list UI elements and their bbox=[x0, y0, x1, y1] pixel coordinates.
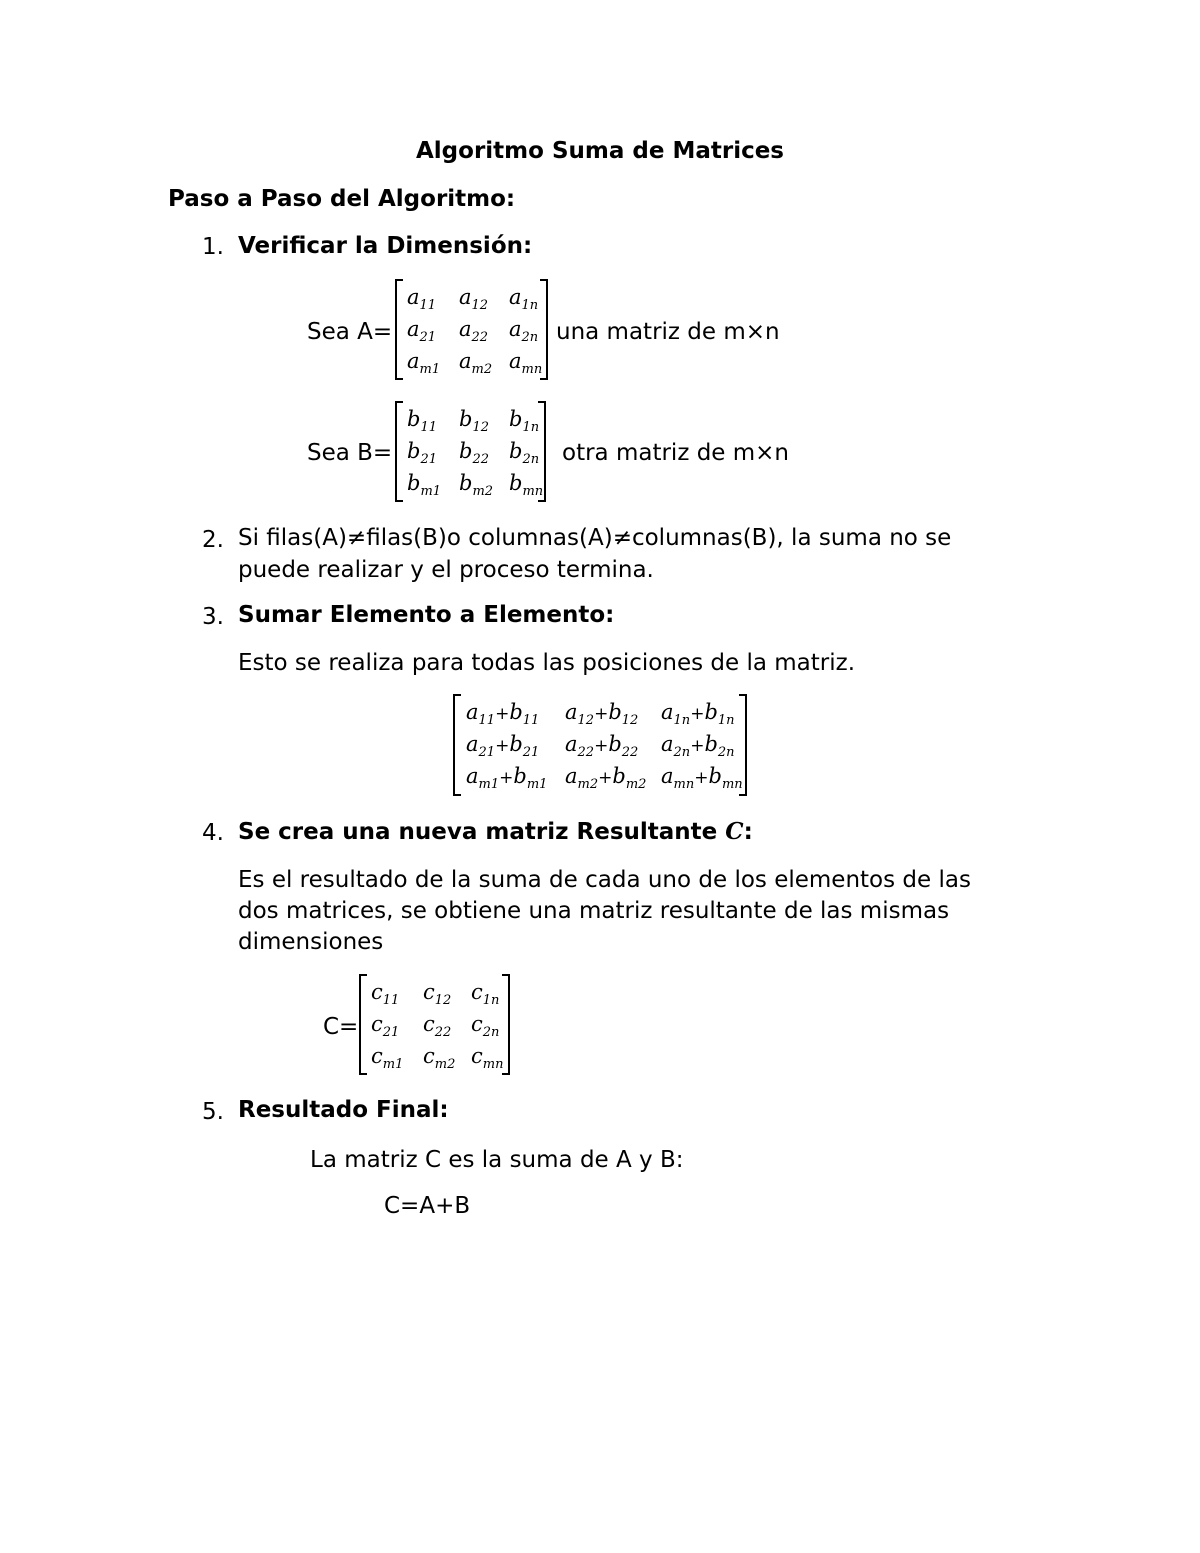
matrix-cell bbox=[459, 407, 489, 435]
step-4-number: 4. bbox=[202, 820, 224, 846]
cell-subscript: 21 bbox=[420, 452, 437, 467]
matrix-cell bbox=[407, 439, 437, 467]
cell-subscript: 2n bbox=[717, 745, 735, 760]
cell-base: a bbox=[661, 732, 674, 756]
matrix-cell bbox=[423, 980, 451, 1008]
matrix-sum-cell bbox=[466, 764, 547, 792]
matrix-sum bbox=[453, 694, 747, 796]
matrix-b bbox=[395, 401, 546, 502]
plus-operator: + bbox=[594, 704, 609, 724]
cell-subscript: 12 bbox=[472, 420, 489, 435]
cell-base: a bbox=[509, 349, 522, 373]
step-4-text-line1: Es el resultado de la suma de cada uno de los elementos de las bbox=[238, 867, 971, 893]
cell-base: a bbox=[466, 764, 479, 788]
matrix-b-suffix: otra matriz de m×n bbox=[562, 440, 790, 466]
matrix-cell bbox=[459, 349, 492, 377]
cell-subscript: 2n bbox=[521, 330, 539, 345]
cell-base: a bbox=[661, 700, 674, 724]
cell-subscript: 21 bbox=[382, 1025, 400, 1040]
cell-subscript: 1n bbox=[521, 298, 539, 313]
matrix-a-suffix: una matriz de m×n bbox=[556, 319, 780, 345]
plus-operator: + bbox=[499, 768, 514, 788]
cell-base: a bbox=[509, 317, 522, 341]
matrix-cell bbox=[407, 285, 436, 313]
plus-operator: + bbox=[690, 736, 705, 756]
cell-base: a bbox=[407, 349, 420, 373]
cell-subscript: 12 bbox=[621, 713, 639, 728]
cell-subscript: 21 bbox=[478, 745, 496, 760]
cell-subscript: m2 bbox=[471, 362, 493, 377]
cell-subscript: 12 bbox=[471, 298, 489, 313]
cell-base: c bbox=[371, 1012, 383, 1036]
matrix-c-prefix: C= bbox=[323, 1014, 359, 1040]
cell-base: a bbox=[459, 317, 472, 341]
step-3-label: Sumar Elemento a Elemento: bbox=[238, 602, 615, 628]
step-5-text: La matriz C es la suma de A y B: bbox=[310, 1147, 684, 1173]
matrix-cell bbox=[471, 980, 499, 1008]
cell-base: c bbox=[423, 980, 435, 1004]
step-4-label-var: C bbox=[725, 818, 744, 845]
matrix-a bbox=[395, 279, 548, 380]
step-4-label-suffix: : bbox=[743, 819, 753, 845]
cell-subscript: 22 bbox=[621, 745, 639, 760]
matrix-cell bbox=[407, 317, 436, 345]
cell-subscript: 12 bbox=[577, 713, 595, 728]
matrix-cell bbox=[371, 980, 399, 1008]
cell-base: a bbox=[459, 285, 472, 309]
matrix-c bbox=[359, 974, 510, 1075]
matrix-sum-cell bbox=[466, 700, 539, 728]
matrix-cell bbox=[407, 471, 441, 499]
cell-subscript: 1n bbox=[717, 713, 735, 728]
cell-base: b bbox=[459, 471, 473, 495]
cell-subscript: m2 bbox=[577, 777, 599, 792]
cell-subscript: 11 bbox=[478, 713, 496, 728]
cell-base: a bbox=[459, 349, 472, 373]
cell-subscript: 1n bbox=[673, 713, 691, 728]
cell-subscript: 22 bbox=[471, 330, 489, 345]
cell-base: a bbox=[565, 764, 578, 788]
plus-operator: + bbox=[690, 704, 705, 724]
cell-subscript: mn bbox=[521, 362, 543, 377]
matrix-cell bbox=[459, 471, 493, 499]
cell-base: a bbox=[407, 285, 420, 309]
cell-subscript: m1 bbox=[478, 777, 500, 792]
matrix-cell bbox=[459, 439, 489, 467]
cell-subscript: m1 bbox=[382, 1057, 404, 1072]
cell-base: b bbox=[608, 732, 622, 756]
cell-subscript: 1n bbox=[482, 993, 500, 1008]
step-4-label-prefix: Se crea una nueva matriz Resultante bbox=[238, 819, 726, 845]
cell-subscript: 11 bbox=[419, 298, 437, 313]
cell-base: c bbox=[471, 980, 483, 1004]
cell-subscript: 2n bbox=[522, 452, 540, 467]
cell-base: c bbox=[423, 1012, 435, 1036]
cell-subscript: 21 bbox=[419, 330, 437, 345]
step-4-label bbox=[238, 816, 753, 848]
cell-base: c bbox=[471, 1044, 483, 1068]
matrix-sum-cell bbox=[466, 732, 539, 760]
cell-subscript: 22 bbox=[577, 745, 595, 760]
matrix-cell bbox=[471, 1012, 499, 1040]
matrix-sum-cell bbox=[565, 764, 646, 792]
cell-base: a bbox=[565, 700, 578, 724]
cell-base: b bbox=[509, 407, 523, 431]
matrix-a-prefix: Sea A= bbox=[307, 319, 393, 345]
matrix-sum-cell bbox=[661, 764, 743, 792]
cell-subscript: mn bbox=[522, 484, 544, 499]
cell-base: c bbox=[371, 980, 383, 1004]
matrix-cell bbox=[423, 1044, 455, 1072]
matrix-sum-cell bbox=[565, 732, 638, 760]
cell-subscript: mn bbox=[482, 1057, 504, 1072]
step-5-number: 5. bbox=[202, 1099, 224, 1125]
cell-subscript: m2 bbox=[434, 1057, 456, 1072]
section-heading: Paso a Paso del Algoritmo: bbox=[168, 186, 516, 212]
cell-base: b bbox=[513, 764, 527, 788]
step-2-text-line2: puede realizar y el proceso termina. bbox=[238, 557, 654, 583]
cell-subscript: m2 bbox=[472, 484, 494, 499]
cell-base: b bbox=[407, 407, 421, 431]
matrix-cell bbox=[423, 1012, 451, 1040]
cell-subscript: mn bbox=[721, 777, 743, 792]
cell-subscript: mn bbox=[673, 777, 695, 792]
cell-base: b bbox=[509, 471, 523, 495]
cell-base: b bbox=[612, 764, 626, 788]
cell-base: b bbox=[704, 700, 718, 724]
cell-base: b bbox=[407, 439, 421, 463]
plus-operator: + bbox=[694, 768, 709, 788]
document-title: Algoritmo Suma de Matrices bbox=[416, 138, 784, 164]
cell-subscript: 11 bbox=[420, 420, 437, 435]
matrix-cell bbox=[459, 317, 488, 345]
cell-base: c bbox=[423, 1044, 435, 1068]
cell-base: b bbox=[459, 407, 473, 431]
cell-base: c bbox=[371, 1044, 383, 1068]
matrix-b-prefix: Sea B= bbox=[307, 440, 393, 466]
cell-base: a bbox=[466, 732, 479, 756]
cell-base: a bbox=[466, 700, 479, 724]
step-2-text-line1: Si filas(A)≠filas(B)o columnas(A)≠columnas(B), la suma no se bbox=[238, 525, 952, 551]
cell-base: b bbox=[509, 732, 523, 756]
cell-base: c bbox=[471, 1012, 483, 1036]
matrix-sum-cell bbox=[565, 700, 638, 728]
matrix-cell bbox=[459, 285, 488, 313]
step-4-text-line2: dos matrices, se obtiene una matriz resultante de las mismas bbox=[238, 898, 950, 924]
step-5-label: Resultado Final: bbox=[238, 1097, 449, 1123]
cell-subscript: 2n bbox=[673, 745, 691, 760]
cell-subscript: 11 bbox=[522, 713, 540, 728]
cell-subscript: 12 bbox=[434, 993, 452, 1008]
matrix-cell bbox=[509, 349, 542, 377]
cell-base: a bbox=[661, 764, 674, 788]
cell-base: b bbox=[407, 471, 421, 495]
matrix-cell bbox=[509, 285, 538, 313]
cell-base: b bbox=[459, 439, 473, 463]
cell-subscript: m2 bbox=[625, 777, 647, 792]
matrix-cell bbox=[471, 1044, 503, 1072]
cell-subscript: m1 bbox=[420, 484, 442, 499]
cell-base: b bbox=[704, 732, 718, 756]
cell-subscript: 2n bbox=[482, 1025, 500, 1040]
plus-operator: + bbox=[598, 768, 613, 788]
matrix-cell bbox=[371, 1012, 399, 1040]
cell-base: b bbox=[509, 700, 523, 724]
step-4-text-line3: dimensiones bbox=[238, 929, 384, 955]
cell-base: a bbox=[509, 285, 522, 309]
matrix-cell bbox=[509, 317, 538, 345]
cell-base: a bbox=[407, 317, 420, 341]
matrix-cell bbox=[371, 1044, 403, 1072]
cell-subscript: 21 bbox=[522, 745, 540, 760]
matrix-sum-cell bbox=[661, 732, 735, 760]
step-5-formula: C=A+B bbox=[384, 1193, 471, 1219]
step-1-label: Verificar la Dimensión: bbox=[238, 233, 533, 259]
step-3-text: Esto se realiza para todas las posiciones de la matriz. bbox=[238, 650, 856, 676]
cell-subscript: 22 bbox=[472, 452, 489, 467]
plus-operator: + bbox=[594, 736, 609, 756]
cell-base: b bbox=[608, 700, 622, 724]
matrix-cell bbox=[509, 407, 539, 435]
plus-operator: + bbox=[495, 736, 510, 756]
cell-base: b bbox=[708, 764, 722, 788]
plus-operator: + bbox=[495, 704, 510, 724]
matrix-cell bbox=[509, 471, 543, 499]
matrix-sum-cell bbox=[661, 700, 735, 728]
cell-subscript: 22 bbox=[434, 1025, 452, 1040]
cell-subscript: m1 bbox=[419, 362, 441, 377]
cell-subscript: 1n bbox=[522, 420, 540, 435]
cell-base: b bbox=[509, 439, 523, 463]
step-3-number: 3. bbox=[202, 604, 224, 630]
step-2-number: 2. bbox=[202, 527, 224, 553]
matrix-cell bbox=[509, 439, 539, 467]
cell-subscript: m1 bbox=[526, 777, 548, 792]
matrix-cell bbox=[407, 407, 437, 435]
cell-subscript: 11 bbox=[382, 993, 400, 1008]
step-1-number: 1. bbox=[202, 234, 224, 260]
matrix-cell bbox=[407, 349, 440, 377]
cell-base: a bbox=[565, 732, 578, 756]
